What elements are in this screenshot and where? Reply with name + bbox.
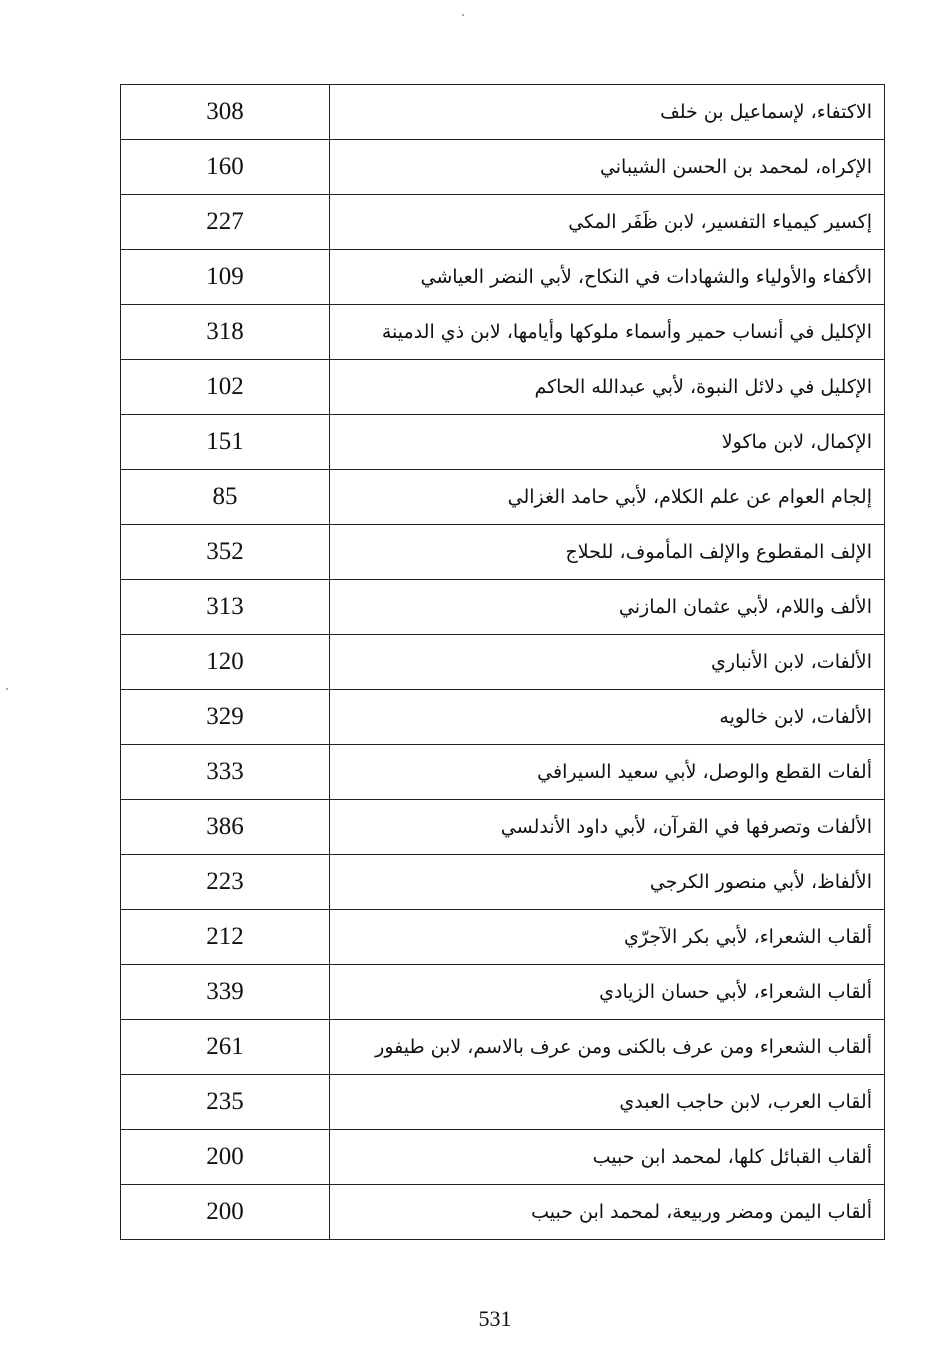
table-row — [121, 1075, 885, 1130]
table-row — [121, 525, 885, 580]
table-row — [121, 415, 885, 470]
entry-title: ألقاب الشعراء، لأبي بكر الآجرّي — [330, 910, 885, 965]
table-row — [121, 360, 885, 415]
entry-page-number: 386 — [121, 800, 330, 855]
table-row — [121, 470, 885, 525]
entry-page-number: 102 — [121, 360, 330, 415]
entry-page-number: 333 — [121, 745, 330, 800]
table-row — [121, 635, 885, 690]
table-row — [121, 1130, 885, 1185]
entry-title: الإلف المقطوع والإلف المأموف، للحلاج — [330, 525, 885, 580]
entry-page-number: 329 — [121, 690, 330, 745]
entry-title: الأكفاء والأولياء والشهادات في النكاح، لأبي النضر العياشي — [330, 250, 885, 305]
entry-page-number: 261 — [121, 1020, 330, 1075]
entry-title: الإكراه، لمحمد بن الحسن الشيباني — [330, 140, 885, 195]
entry-title: ألقاب الشعراء، لأبي حسان الزيادي — [330, 965, 885, 1020]
entry-page-number: 109 — [121, 250, 330, 305]
entry-title: الألفاظ، لأبي منصور الكرجي — [330, 855, 885, 910]
entry-title: ألقاب الشعراء ومن عرف بالكنى ومن عرف بالاسم، لابن طيفور — [330, 1020, 885, 1075]
index-table-body — [121, 85, 885, 1240]
entry-title: إلجام العوام عن علم الكلام، لأبي حامد الغزالي — [330, 470, 885, 525]
entry-title: الألفات وتصرفها في القرآن، لأبي داود الأندلسي — [330, 800, 885, 855]
table-row — [121, 195, 885, 250]
scan-speck — [6, 688, 8, 690]
entry-title: ألقاب العرب، لابن حاجب العبدي — [330, 1075, 885, 1130]
table-row — [121, 745, 885, 800]
table-row — [121, 140, 885, 195]
entry-page-number: 160 — [121, 140, 330, 195]
table-row — [121, 250, 885, 305]
entry-page-number: 200 — [121, 1185, 330, 1240]
entry-title: الإكليل في دلائل النبوة، لأبي عبدالله الحاكم — [330, 360, 885, 415]
entry-page-number: 308 — [121, 85, 330, 140]
table-row — [121, 965, 885, 1020]
entry-page-number: 85 — [121, 470, 330, 525]
entry-title: ألقاب القبائل كلها، لمحمد ابن حبيب — [330, 1130, 885, 1185]
entry-page-number: 227 — [121, 195, 330, 250]
table-row — [121, 580, 885, 635]
entry-title: الألفات، لابن خالويه — [330, 690, 885, 745]
table-row — [121, 305, 885, 360]
page-number: 531 — [478, 1306, 512, 1331]
entry-page-number: 352 — [121, 525, 330, 580]
entry-page-number: 318 — [121, 305, 330, 360]
entry-page-number: 151 — [121, 415, 330, 470]
entry-title: إكسير كيمياء التفسير، لابن ظَفَر المكي — [330, 195, 885, 250]
table-row — [121, 1185, 885, 1240]
entry-title: ألفات القطع والوصل، لأبي سعيد السيرافي — [330, 745, 885, 800]
entry-title: الإكمال، لابن ماكولا — [330, 415, 885, 470]
entry-title: ألقاب اليمن ومضر وربيعة، لمحمد ابن حبيب — [330, 1185, 885, 1240]
entry-page-number: 223 — [121, 855, 330, 910]
table-row — [121, 855, 885, 910]
entry-title: الاكتفاء، لإسماعيل بن خلف — [330, 85, 885, 140]
entry-page-number: 212 — [121, 910, 330, 965]
entry-page-number: 235 — [121, 1075, 330, 1130]
table-row — [121, 85, 885, 140]
entry-title: الألف واللام، لأبي عثمان المازني — [330, 580, 885, 635]
entry-page-number: 120 — [121, 635, 330, 690]
table-row — [121, 910, 885, 965]
entry-page-number: 200 — [121, 1130, 330, 1185]
entry-title: الألفات، لابن الأنباري — [330, 635, 885, 690]
entry-page-number: 313 — [121, 580, 330, 635]
index-table — [120, 84, 885, 1240]
table-row — [121, 690, 885, 745]
entry-title: الإكليل في أنساب حمير وأسماء ملوكها وأيامها، لابن ذي الدمينة — [330, 305, 885, 360]
table-row — [121, 800, 885, 855]
scan-speck — [462, 14, 464, 16]
entry-page-number: 339 — [121, 965, 330, 1020]
table-row — [121, 1020, 885, 1075]
